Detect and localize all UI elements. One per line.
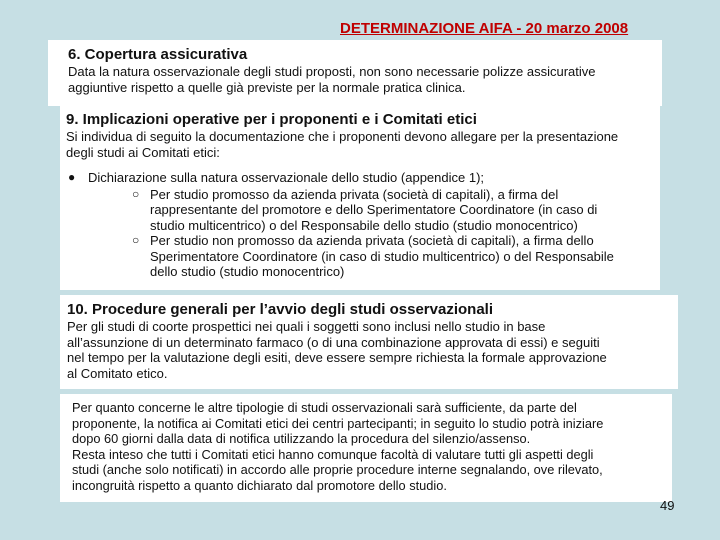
text-line: al Comitato etico. <box>67 365 168 381</box>
text-line: Per studio non promosso da azienda privata (società di capitali), a firma dello <box>150 233 594 248</box>
text-line: proponente, la notifica ai Comitati etici dei centri partecipanti; in seguito lo studio potrà iniziare <box>72 415 604 431</box>
text-line: incongruità rispetto a quanto dichiarato dal promotore dello studio. <box>72 477 447 493</box>
text-line: nel tempo per la valutazione degli esiti, deve essere sempre richiesta la formale approvazione <box>67 350 607 365</box>
bullet-text: Dichiarazione sulla natura osservazionale dello studio (appendice 1); <box>88 170 485 185</box>
text-line: dello studio (studio monocentrico) <box>150 264 345 279</box>
text-line: Sperimentatore Coordinatore (in caso di studio multicentrico) o del Responsabile <box>150 248 614 264</box>
section-6-text <box>68 64 658 95</box>
page-number: 49 <box>660 498 675 513</box>
list-item <box>66 170 652 186</box>
text-line: Resta inteso che tutti i Comitati etici hanno comunque facoltà di valutare tutti gli aspetti degli <box>72 446 594 462</box>
text-line: Data la natura osservazionale degli studi proposti, non sono necessarie polizze assicurative <box>68 64 596 79</box>
text-line: Per quanto concerne le altre tipologie di studi osservazionali sarà sufficiente, da parte del <box>72 400 577 415</box>
text-line: rappresentante del promotore e dello Sperimentatore Coordinatore (in caso di <box>150 202 598 217</box>
text-line: all’assunzione di un determinato farmaco (o di una combinazione approvata di essi) e seguiti <box>67 334 600 350</box>
section-10-text <box>67 319 672 381</box>
text-line: Per gli studi di coorte prospettici nei quali i soggetti sono inclusi nello studio in base <box>67 319 546 334</box>
text-line: studi (anche solo notificati) in accordo alle proprie procedure interne segnalando, ove rilevato, <box>72 462 603 477</box>
text-line: aggiuntive rispetto a quelle già previste per la normale pratica clinica. <box>68 79 466 95</box>
section-10b-text <box>72 400 667 493</box>
text-line: Per studio promosso da azienda privata (società di capitali), a firma del <box>150 186 559 202</box>
text-line: dopo 60 giorni dalla data di notifica utilizzando la procedura del silenzio/assenso. <box>72 431 531 446</box>
section-9-panel <box>60 106 660 290</box>
section-10-heading: 10. Procedure generali per l’avvio degli studi osservazionali <box>67 301 493 318</box>
section-9-heading: 9. Implicazioni operative per i proponenti e i Comitati etici <box>66 111 477 128</box>
section-6-panel <box>48 40 662 106</box>
text-line: degli studi ai Comitati etici: <box>66 144 220 160</box>
section-9-intro <box>66 129 652 160</box>
text-line: Si individua di seguito la documentazione che i proponenti devono allegare per la presentazione <box>66 129 619 144</box>
section-6-heading: 6. Copertura assicurativa <box>68 46 248 63</box>
section-10-panel <box>60 295 678 389</box>
section-10b-panel <box>60 394 672 502</box>
bullet-icon: ● <box>68 170 76 184</box>
circle-bullet-icon: ○ <box>132 233 140 247</box>
text-line: studio multicentrico) o del Responsabile dello studio (studio monocentrico) <box>150 217 578 233</box>
list-item <box>66 187 652 234</box>
list-item <box>66 233 652 280</box>
slide-title: DETERMINAZIONE AIFA - 20 marzo 2008 <box>340 20 629 37</box>
circle-bullet-icon: ○ <box>132 186 140 201</box>
